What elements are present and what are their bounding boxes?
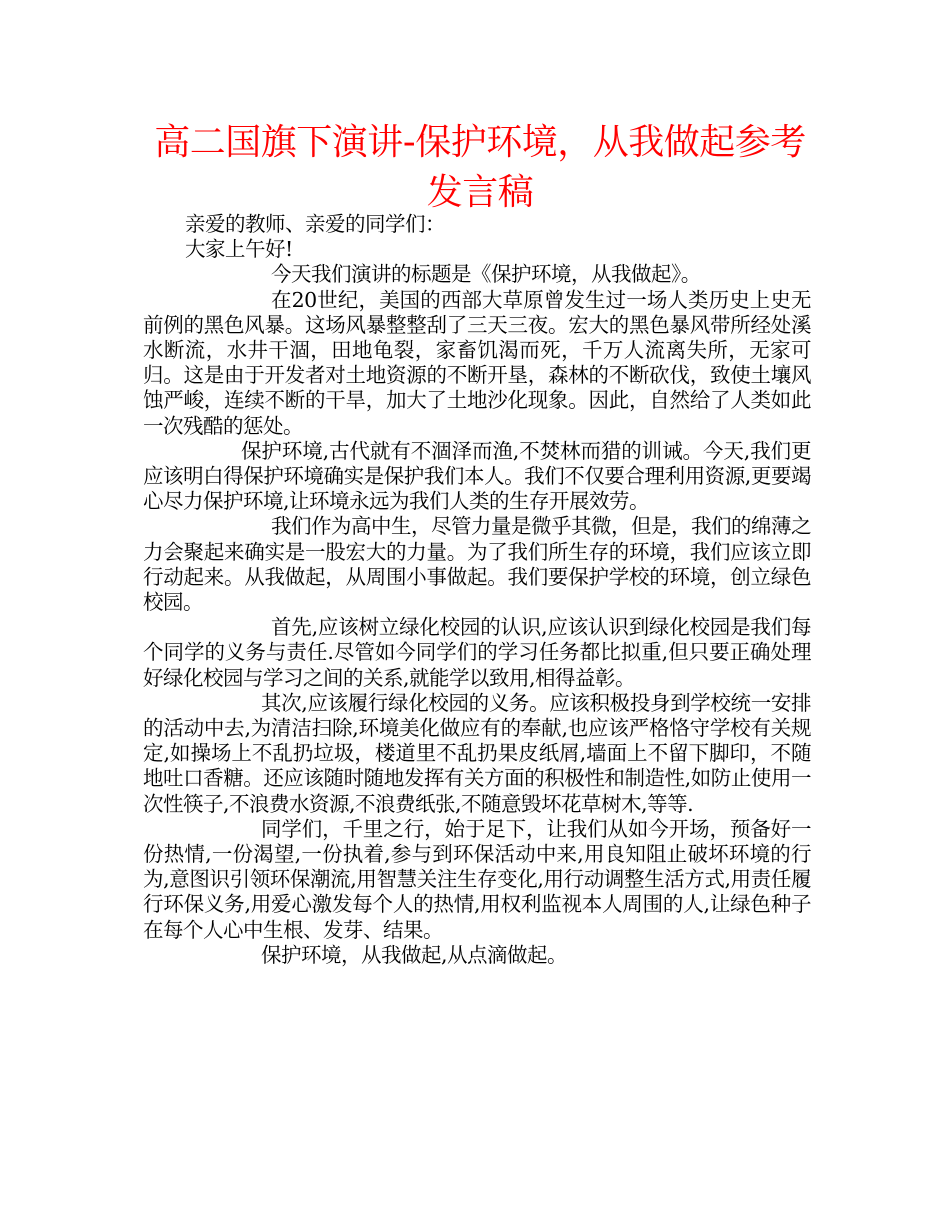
paragraph-protect-environment: 保护环境,古代就有不涸泽而渔,不焚林而猎的训诫。今天,我们更应该明白得保护环境确实是保护我们本人。我们不仅要合理利用资源,更要竭心尽力保护环境,让环境永远为我们人类的生存开展效劳。	[143, 438, 811, 514]
paragraph-closing: 保护环境，从我做起,从点滴做起。	[261, 942, 568, 967]
paragraph-first-awareness: 首先,应该树立绿化校园的认识,应该认识到绿化校园是我们每个同学的义务与责任.尽管如今同学们的学习任务都比拟重,但只要正确处理好绿化校园与学习之间的关系,就能学以致用,相得益彰。	[143, 615, 811, 690]
paragraph-black-storm: 在20世纪，美国的西部大草原曾发生过一场人类历史上史无前例的黑色风暴。这场风暴整整刮了三天三夜。宏大的黑色暴风带所经处溪水断流，水井干涸，田地龟裂，家畜饥渴而死，千万人流离失所，无家可归。这是由于开发者对土地资源的不断开垦，森林的不断砍伐，致使土壤风蚀严峻，连续不断的干旱，加大了土地沙化现象。因此，自然给了人类如此一次残酷的惩处。	[143, 287, 811, 438]
document-title: 高二国旗下演讲-保护环境，从我做起参考发言稿	[154, 122, 806, 213]
greeting-teachers-students: 亲爱的教师、亲爱的同学们：	[185, 212, 445, 236]
document-body	[143, 212, 811, 968]
paragraph-call-to-action: 同学们，千里之行，始于足下，让我们从如今开场，预备好一份热情,一份渴望,一份执着,参与到环保活动中来,用良知阻止破坏环境的行为,意图识引领环保潮流,用智慧关注生存变化,用行动调整生活方式,用责任履行环保义务,用爱心激发每个人的热情,用权利监视本人周围的人,让绿色种子在每个人心中生根、发芽、结果。	[143, 816, 811, 942]
paragraph-speech-topic: 今天我们演讲的标题是《保护环境，从我做起》。	[271, 262, 701, 287]
paragraph-high-school-students: 我们作为高中生，尽管力量是微乎其微，但是，我们的绵薄之力会聚起来确实是一股宏大的力量。为了我们所生存的环境，我们应该立即行动起来。从我做起，从周围小事做起。我们要保护学校的环境，创立绿色校园。	[143, 514, 811, 615]
greeting-good-morning: 大家上午好!	[185, 237, 293, 262]
paragraph-second-duty: 其次,应该履行绿化校园的义务。应该积极投身到学校统一安排的活动中去,为清洁扫除,环境美化做应有的奉献,也应该严格恪守学校有关规定,如操场上不乱扔垃圾，楼道里不乱扔果皮纸屑,墙面上不留下脚印，不随地吐口香糖。还应该随时随地发挥有关方面的积极性和制造性,如防止使用一次性筷子,不浪费水资源,不浪费纸张,不随意毁坏花草树木,等等.	[143, 690, 811, 816]
